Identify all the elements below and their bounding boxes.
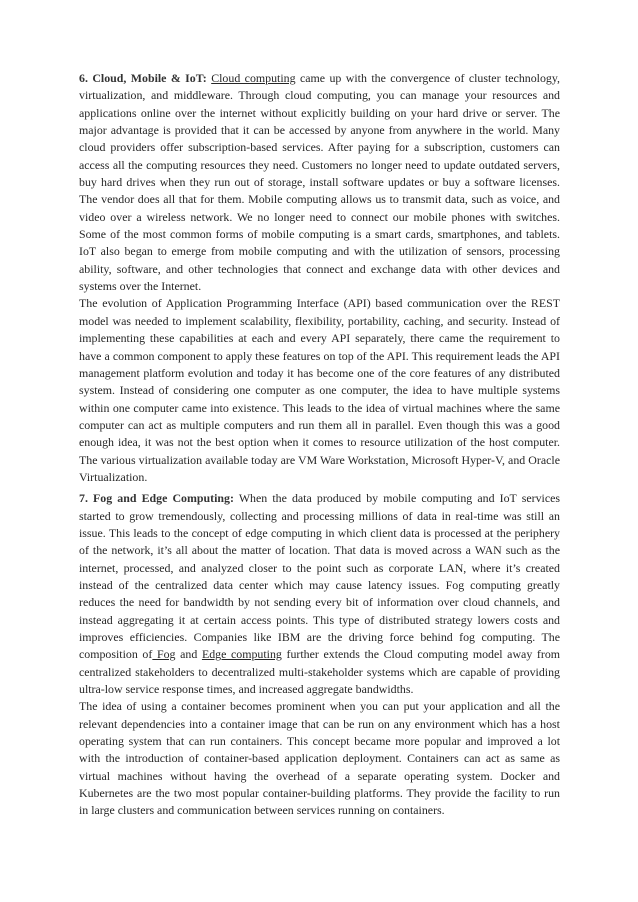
document-page xyxy=(79,70,560,820)
section-6-heading: 6. Cloud, Mobile & IoT: xyxy=(79,71,207,85)
api-evolution-paragraph: The evolution of Application Programming Interface (API) based communication over the REST model was needed to implement scalability, flexibility, portability, caching, and security. Instead of implementing these capabilities at each and every API separately, there came the requirement to have a common component to apply these features on top of the API. This requirement leads the API management platform evolution and today it has become one of the core features of any distributed system. Instead of considering one computer as one computer, the idea to have multiple systems within one computer came into existence. This leads to the idea of virtual machines where the same computer can act as multiple computers and run them all in parallel. Even though this was a good enough idea, it was not the best option when it comes to resource utilization of the host computer. The various virtualization available today are VM Ware Workstation, Microsoft Hyper-V, and Oracle Virtualization. xyxy=(79,296,560,484)
fog-link[interactable]: Fog xyxy=(152,647,176,662)
container-paragraph: The idea of using a container becomes prominent when you can put your application and all the relevant dependencies into a container image that can be run on any environment which has a host operating system that can run containers. This concept became more popular and improved a lot with the introduction of container-based application deployment. Containers can act as same as virtual machines without having the overhead of a separate operating system. Docker and Kubernetes are the two most popular container-building platforms. They provide the facility to run in large clusters and communication between services running on containers. xyxy=(79,699,560,818)
section-7-body-part2: further extends the Cloud computing model away from centralized stakeholders to decentralized multi-stakeholder systems which are capable of providing ultra-low service response times, and increased aggregate bandwidths. xyxy=(79,647,561,697)
section-7-paragraph xyxy=(79,490,560,698)
section-6-paragraph xyxy=(79,70,560,295)
and-text: and xyxy=(175,647,202,662)
cloud-computing-link[interactable]: Cloud computing xyxy=(211,71,296,85)
section-7-heading: 7. Fog and Edge Computing: xyxy=(79,491,234,506)
section-7-body-part1: When the data produced by mobile computing and IoT services started to grow tremendously, collecting and processing millions of data in real-time was still an issue. This leads to the concept of edge computing in which client data is processed at the periphery of the network, it’s all about the matter of location. That data is moved across a WAN such as the internet, processed, and analyzed closer to the point such as corporate LAN, where it’s created instead of the centralized data center which may cause latency issues. Fog computing greatly reduces the need for bandwidth by not sending every bit of information over cloud channels, and instead aggregating it at certain access points. This type of distributed strategy lowers costs and improves efficiencies. Companies like IBM are the driving force behind fog computing. The composition of xyxy=(79,491,560,662)
edge-computing-link[interactable]: Edge computing xyxy=(201,647,282,662)
section-6-body: came up with the convergence of cluster technology, virtualization, and middleware. Through cloud computing, you can manage your resources and applications online over the internet without explicitly building on your hard drive or server. The major advantage is provided that it can be accessed by anyone from anywhere in the world. Many cloud providers offer subscription-based services. After paying for a subscription, customers can access all the computing resources they need. Customers no longer need to update outdated servers, buy hard drives when they run out of storage, install software updates or buy a software licenses. The vendor does all that for them. Mobile computing allows us to transmit data, such as voice, and video over a wireless network. We no longer need to connect our mobile phones with switches. Some of the most common forms of mobile computing is a smart cards, smartphones, and tablets. IoT also began to emerge from mobile computing and with the utilization of sensors, processing ability, software, and other technologies that connect and exchange data with other devices and systems over the Internet. xyxy=(79,71,560,294)
